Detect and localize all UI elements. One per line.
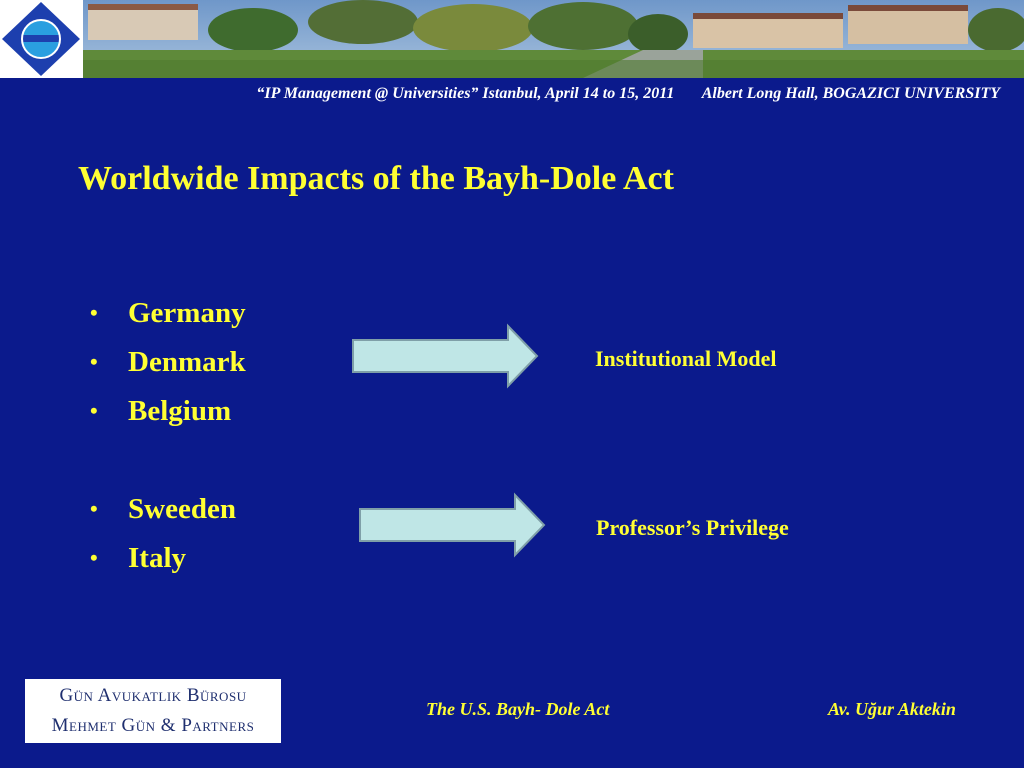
list-item [90,337,246,386]
law-firm-logo [25,679,281,743]
bullet-icon: • [90,348,98,374]
list-spacer [90,435,246,484]
list-item [90,533,246,582]
list-item [90,386,246,435]
firm-name-line2: Mehmet Gün & Partners [51,715,255,736]
venue-name: Albert Long Hall, BOGAZICI UNIVERSITY [701,85,1000,102]
bullet-icon: • [90,299,98,325]
professors-privilege-label: Professor’s Privilege [596,515,789,540]
header-caption [0,85,1000,103]
country-label: Sweeden [128,492,236,525]
country-label: Belgium [128,394,232,427]
right-arrow-icon [350,323,540,389]
list-item [90,484,246,533]
university-logo [0,0,83,78]
country-list [90,288,246,582]
institutional-model-label: Institutional Model [595,346,777,371]
list-item [90,288,246,337]
campus-photo [83,0,1024,78]
bullet-icon: • [90,397,98,423]
event-title: “IP Management @ Universities” Istanbul, April 14 to 15, 2011 [256,85,675,102]
country-label: Denmark [128,345,246,378]
footer-author: Av. Uğur Aktekin [828,699,956,719]
header-banner [0,0,1024,78]
firm-name-line1: Gün Avukatlık Bürosu [59,685,247,706]
slide-title: Worldwide Impacts of the Bayh-Dole Act [78,160,674,197]
footer-topic: The U.S. Bayh- Dole Act [426,699,610,719]
country-label: Italy [128,541,186,574]
university-logo-icon [0,0,83,78]
right-arrow-icon [357,492,547,558]
country-label: Germany [128,296,246,329]
bullet-icon: • [90,495,98,521]
bullet-icon: • [90,544,98,570]
